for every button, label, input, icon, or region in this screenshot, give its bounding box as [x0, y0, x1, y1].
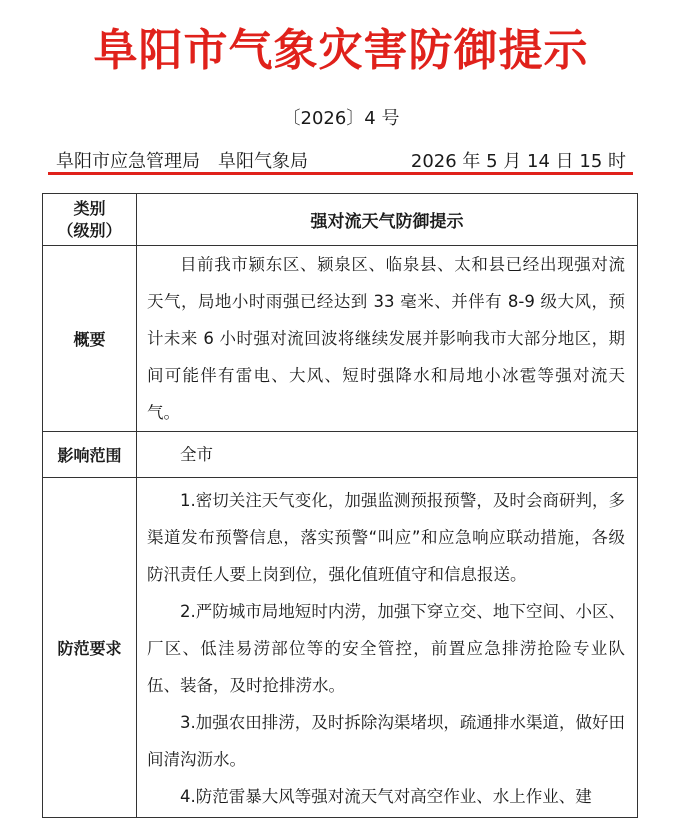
issuer-agencies: 阜阳市应急管理局 阜阳气象局: [56, 151, 308, 172]
requirements-label: 防范要求: [43, 478, 137, 818]
issue-datetime: 2026 年 5 月 14 日 15 时: [410, 151, 626, 172]
red-divider: [48, 172, 633, 175]
category-value: 强对流天气防御提示: [137, 194, 638, 246]
category-label: 类别: [73, 198, 106, 218]
document-number: 〔2026〕4 号: [282, 108, 400, 129]
overview-content: [137, 246, 638, 432]
requirement-item: 4.防范雷暴大风等强对流天气对高空作业、水上作业、建: [180, 787, 592, 806]
table-row: [43, 432, 638, 478]
notice-table: [42, 193, 638, 818]
category-label-cell: [43, 194, 137, 246]
table-row: [43, 246, 638, 432]
document-title: 阜阳市气象灾害防御提示: [93, 25, 589, 76]
requirement-item: 1.密切关注天气变化，加强监测预报预警，及时会商研判，多渠道发布预警信息，落实预警“叫应”和应急响应联动措施，各级防汛责任人要上岗到位，强化值班值守和信息报送。: [147, 491, 625, 584]
requirement-item: 3.加强农田排涝，及时拆除沟渠堵坝，疏通排水渠道，做好田间清沟沥水。: [147, 713, 625, 769]
requirements-content: [137, 478, 638, 818]
scope-content: [137, 432, 638, 478]
overview-text: 目前我市颍东区、颍泉区、临泉县、太和县已经出现强对流天气，局地小时雨强已经达到 33 毫米、并伴有 8-9 级大风，预计未来 6 小时强对流回波将继续发展并影响我市大部分地区，期间可能伴有雷电、大风、短时强降水和局地小冰雹等强对流天气。: [147, 255, 625, 422]
scope-label: 影响范围: [43, 432, 137, 478]
scope-text: 全市: [180, 445, 213, 464]
issuer-line: [56, 147, 626, 173]
overview-label: 概要: [43, 246, 137, 432]
category-level-label: （级别）: [57, 220, 122, 240]
table-row: [43, 478, 638, 818]
table-row: [43, 194, 638, 246]
requirement-item: 2.严防城市局地短时内涝，加强下穿立交、地下空间、小区、厂区、低洼易涝部位等的安全管控，前置应急排涝抢险专业队伍、装备，及时抢排涝水。: [147, 602, 625, 695]
